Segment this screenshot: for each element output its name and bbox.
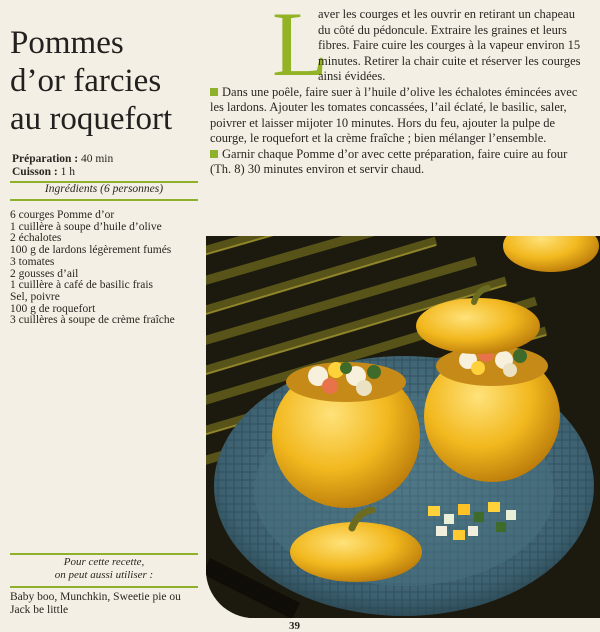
ingredient-item: 6 courges Pomme d’or: [10, 209, 115, 221]
page-number: 39: [289, 620, 300, 632]
divider-ingredients: [10, 199, 198, 201]
prep-time: Préparation : 40 min: [12, 153, 114, 165]
title-line: d’or farcies: [10, 63, 162, 99]
ingredient-item: Sel, poivre: [10, 290, 60, 303]
alternative-varieties: Baby boo, Munchkin, Sweetie pie ou Jack be little: [10, 591, 181, 616]
instruction-step-3: Garnir chaque Pomme d’or avec cette préparation, faire cuire au four (Th. 8) 30 minutes environ et servir chaud.: [210, 146, 568, 176]
instruction-step-2: Dans une poêle, faire suer à l’huile d’olive les échalotes émincées avec les lardons. Ajouter les tomates concassées, l’ail éclaté, le basilic, saler, poivrer et laisser mijoter 10 minutes. Hors du feu, ajouter la pulpe de courge, le roquefort et la crème fraîche ; bien mélanger l’ensemble.: [210, 84, 578, 145]
ingredient-item: 1 cuillère à soupe d’huile d’olive: [10, 220, 162, 233]
divider-alternatives: [10, 553, 198, 555]
instruction-step-1: aver les courges et les ouvrir en retirant un chapeau du côté du pédoncule. Extraire les graines et leurs fibres. Faire cuire les courges à la vapeur environ 15 minutes. Retirer la chair cuite et réserver les courges ainsi évidées.: [318, 7, 581, 83]
ingredient-item: 100 g de roquefort: [10, 302, 96, 315]
stuffed-squash-illustration: [206, 236, 600, 618]
recipe-title: [10, 24, 205, 138]
title-line: Pommes: [10, 25, 124, 61]
timing-info: [12, 153, 113, 179]
ingredients-list: [10, 210, 175, 327]
bullet-square-icon: [210, 88, 218, 96]
cook-time: Cuisson : 1 h: [12, 166, 75, 178]
drop-cap: L: [272, 0, 329, 95]
instructions: [210, 7, 590, 178]
ingredient-item: 3 cuillères à soupe de crème fraîche: [10, 314, 175, 327]
alternatives-heading: Pour cette recette, on peut aussi utiliser :: [54, 556, 154, 581]
divider-alternatives-bottom: [10, 586, 198, 588]
bullet-square-icon: [210, 150, 218, 158]
ingredient-item: 2 gousses d’ail: [10, 267, 79, 280]
dish-photo: [206, 236, 600, 618]
ingredients-heading: Ingrédients (6 personnes): [44, 183, 164, 195]
ingredient-item: 3 tomates: [10, 255, 55, 268]
ingredient-item: 100 g de lardons légèrement fumés: [10, 244, 172, 257]
ingredient-item: 2 échalotes: [10, 232, 62, 245]
ingredient-item: 1 cuillère à café de basilic frais: [10, 279, 154, 292]
title-line: au roquefort: [10, 101, 173, 137]
